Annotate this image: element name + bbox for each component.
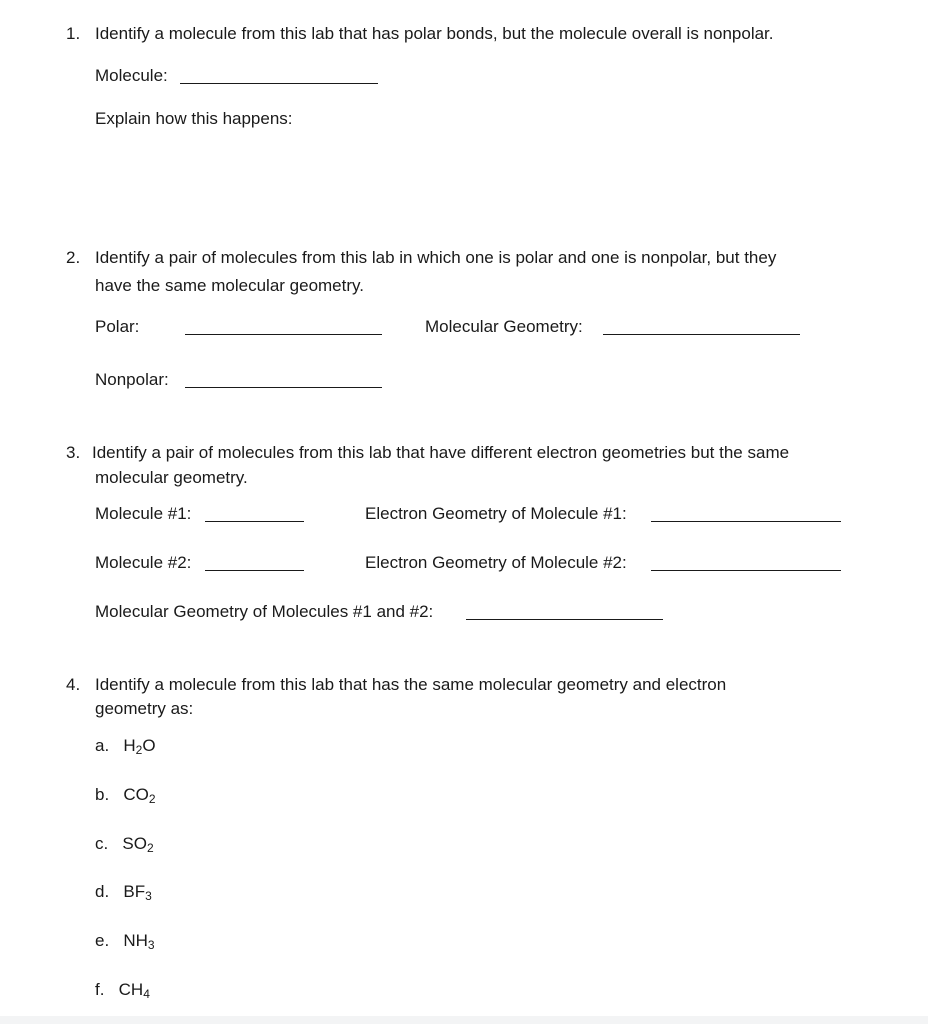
- q3-molecule1-label: Molecule #1:: [95, 504, 192, 523]
- item-letter: a.: [95, 736, 110, 755]
- formula-subscript: 2: [135, 743, 143, 757]
- q3-molecular-geometry-blank[interactable]: [466, 604, 663, 620]
- q4-item-f: [95, 979, 150, 1001]
- q1-molecule-blank[interactable]: [180, 68, 378, 84]
- item-letter: b.: [95, 785, 110, 804]
- formula-subscript: 4: [143, 987, 150, 1001]
- item-letter: c.: [95, 834, 109, 853]
- q2-nonpolar-label: Nonpolar:: [95, 370, 169, 389]
- formula-base: BF: [123, 882, 146, 901]
- question-2-number: 2.: [66, 248, 81, 267]
- question-4-text-line1: Identify a molecule from this lab that has the same molecular geometry and electron: [95, 675, 727, 694]
- formula-base: CH: [118, 980, 144, 999]
- formula-h2o: [123, 736, 155, 755]
- q3-electron-geometry2-label: Electron Geometry of Molecule #2:: [365, 553, 627, 572]
- formula-ch4: [119, 980, 150, 999]
- q4-item-e: [95, 930, 155, 952]
- q2-nonpolar-blank[interactable]: [185, 372, 382, 388]
- q1-molecule-label: Molecule:: [95, 66, 168, 85]
- q2-geometry-label: Molecular Geometry:: [425, 317, 583, 336]
- page-bottom-edge: [0, 1016, 928, 1024]
- formula-tail: O: [142, 736, 156, 755]
- formula-subscript: 3: [147, 938, 155, 952]
- item-letter: f.: [95, 980, 105, 999]
- question-3-text-line2: molecular geometry.: [95, 468, 248, 487]
- q4-item-a: [95, 735, 156, 757]
- q1-explain-label: Explain how this happens:: [95, 109, 293, 128]
- item-letter: e.: [95, 931, 110, 950]
- q3-molecule2-label: Molecule #2:: [95, 553, 192, 572]
- formula-subscript: 2: [148, 792, 156, 806]
- formula-base: H: [123, 736, 136, 755]
- q4-item-b: [95, 784, 156, 806]
- q4-item-d: [95, 881, 152, 903]
- q3-molecular-geometry-label: Molecular Geometry of Molecules #1 and #2:: [95, 602, 434, 621]
- q4-item-c: [95, 833, 154, 855]
- formula-subscript: 2: [146, 841, 154, 855]
- formula-subscript: 3: [145, 889, 152, 903]
- question-3-text-line1: Identify a pair of molecules from this lab that have different electron geometries but the same: [92, 443, 790, 462]
- q2-polar-blank[interactable]: [185, 319, 382, 335]
- question-3-number: 3.: [66, 443, 81, 462]
- formula-base: CO: [123, 785, 149, 804]
- q2-geometry-blank[interactable]: [603, 319, 800, 335]
- question-4-number: 4.: [66, 675, 81, 694]
- q3-molecule2-blank[interactable]: [205, 555, 304, 571]
- question-1-text: Identify a molecule from this lab that has polar bonds, but the molecule overall is nonpolar.: [95, 24, 774, 43]
- question-2-text-line1: Identify a pair of molecules from this lab in which one is polar and one is nonpolar, but they: [95, 248, 777, 267]
- question-2-text-line2: have the same molecular geometry.: [95, 276, 364, 295]
- q3-electron-geometry1-label: Electron Geometry of Molecule #1:: [365, 504, 627, 523]
- question-4-text-line2: geometry as:: [95, 699, 194, 718]
- formula-base: SO: [122, 834, 147, 853]
- q2-polar-label: Polar:: [95, 317, 140, 336]
- formula-nh3: [123, 931, 154, 950]
- question-1-number: 1.: [66, 24, 81, 43]
- q3-molecule1-blank[interactable]: [205, 506, 304, 522]
- formula-so2: [122, 834, 153, 853]
- q3-electron-geometry2-blank[interactable]: [651, 555, 841, 571]
- item-letter: d.: [95, 882, 110, 901]
- formula-base: NH: [123, 931, 148, 950]
- formula-bf3: [123, 882, 151, 901]
- formula-co2: [123, 785, 155, 804]
- q3-electron-geometry1-blank[interactable]: [651, 506, 841, 522]
